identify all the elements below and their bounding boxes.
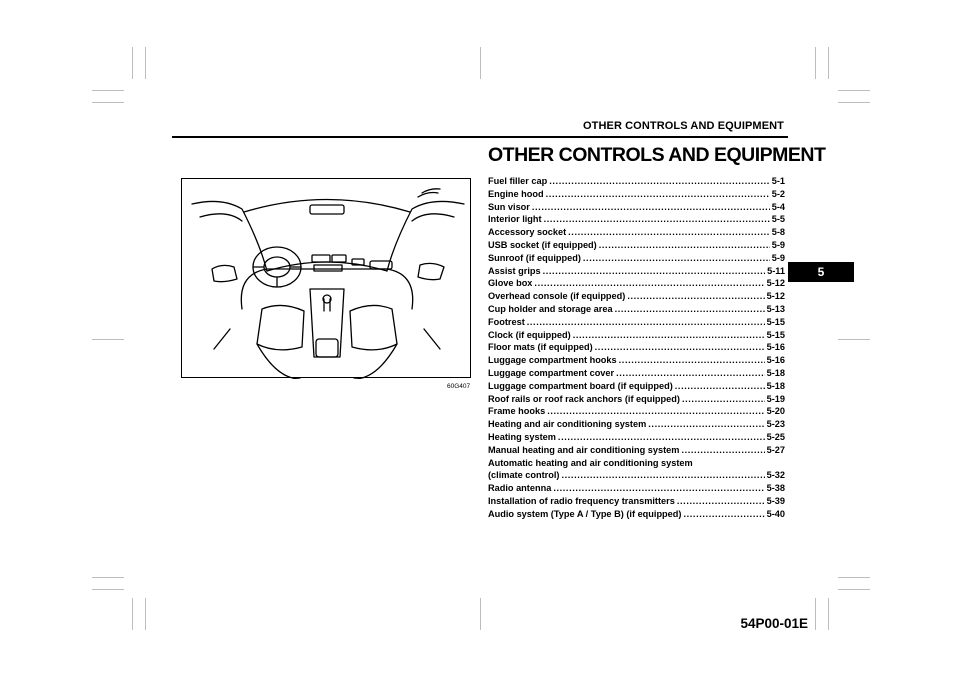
toc-item[interactable]: Installation of radio frequency transmitters ..... 5-39 xyxy=(488,495,785,508)
toc-item[interactable]: Glove box ..... 5-12 xyxy=(488,277,785,290)
crop-mark xyxy=(132,598,133,630)
chapter-tab[interactable]: 5 xyxy=(788,262,854,282)
toc-item[interactable]: Luggage compartment hooks ..... 5-16 xyxy=(488,354,785,367)
crop-mark xyxy=(838,102,870,103)
crop-mark xyxy=(92,339,124,340)
table-of-contents xyxy=(488,175,785,521)
crop-mark xyxy=(145,598,146,630)
toc-item[interactable]: Heating system ..... 5-25 xyxy=(488,431,785,444)
header-rule xyxy=(172,136,788,138)
toc-item[interactable]: Luggage compartment board (if equipped) ..... 5-18 xyxy=(488,380,785,393)
toc-item[interactable]: Floor mats (if equipped) ..... 5-16 xyxy=(488,341,785,354)
toc-item[interactable]: Sun visor ..... 5-4 xyxy=(488,201,785,214)
toc-item[interactable]: Footrest ..... 5-15 xyxy=(488,316,785,329)
toc-item[interactable]: Frame hooks ..... 5-20 xyxy=(488,405,785,418)
crop-mark xyxy=(480,598,481,630)
crop-mark xyxy=(838,339,870,340)
toc-item[interactable]: Roof rails or roof rack anchors (if equipped) ..... 5-19 xyxy=(488,393,785,406)
document-code: 54P00-01E xyxy=(740,616,808,631)
crop-mark xyxy=(92,102,124,103)
toc-item[interactable]: Manual heating and air conditioning system ..... 5-27 xyxy=(488,444,785,457)
crop-mark xyxy=(92,577,124,578)
toc-item[interactable]: Radio antenna ..... 5-38 xyxy=(488,482,785,495)
crop-mark xyxy=(828,47,829,79)
toc-item[interactable]: Assist grips ..... 5-11 xyxy=(488,265,785,278)
crop-mark xyxy=(828,598,829,630)
section-title: OTHER CONTROLS AND EQUIPMENT xyxy=(488,144,826,166)
crop-mark xyxy=(132,47,133,79)
toc-item[interactable]: Luggage compartment cover ..... 5-18 xyxy=(488,367,785,380)
crop-mark xyxy=(838,577,870,578)
toc-item[interactable]: Cup holder and storage area ..... 5-13 xyxy=(488,303,785,316)
toc-item[interactable]: Heating and air conditioning system ..... 5-23 xyxy=(488,418,785,431)
toc-item[interactable]: Interior light ..... 5-5 xyxy=(488,213,785,226)
running-header: OTHER CONTROLS AND EQUIPMENT xyxy=(582,120,784,132)
crop-mark xyxy=(480,47,481,79)
interior-illustration xyxy=(181,178,471,378)
toc-item[interactable]: Overhead console (if equipped) ..... 5-12 xyxy=(488,290,785,303)
crop-mark xyxy=(815,598,816,630)
toc-item[interactable]: Accessory socket ..... 5-8 xyxy=(488,226,785,239)
toc-item[interactable]: Fuel filler cap ..... 5-1 xyxy=(488,175,785,188)
toc-item[interactable]: Engine hood ..... 5-2 xyxy=(488,188,785,201)
car-interior-icon xyxy=(182,179,472,379)
toc-item[interactable]: Sunroof (if equipped) ..... 5-9 xyxy=(488,252,785,265)
crop-mark xyxy=(145,47,146,79)
toc-item[interactable]: (climate control) ..... 5-32 xyxy=(488,469,785,482)
figure-code: 60G407 xyxy=(447,383,471,390)
crop-mark xyxy=(92,589,124,590)
crop-mark xyxy=(838,90,870,91)
toc-item[interactable]: USB socket (if equipped) ..... 5-9 xyxy=(488,239,785,252)
toc-item-heading[interactable]: Automatic heating and air conditioning system xyxy=(488,457,693,468)
crop-mark xyxy=(92,90,124,91)
toc-item[interactable]: Audio system (Type A / Type B) (if equipped) ..... 5-40 xyxy=(488,508,785,521)
toc-item[interactable]: Clock (if equipped) ..... 5-15 xyxy=(488,329,785,342)
crop-mark xyxy=(838,589,870,590)
crop-mark xyxy=(815,47,816,79)
